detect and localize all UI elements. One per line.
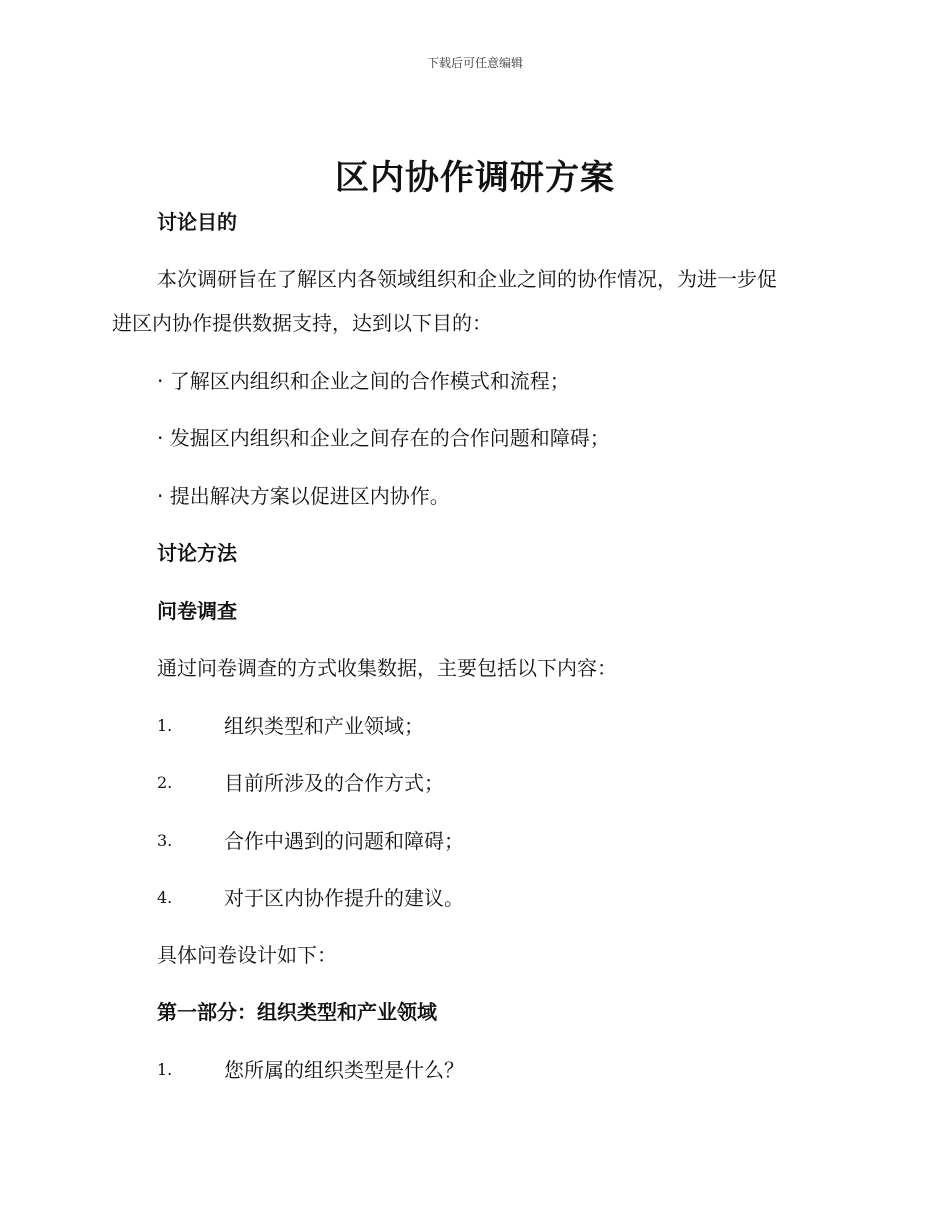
- intro-line-1: 本次调研旨在了解区内各领域组织和企业之间的协作情况，为进一步促: [157, 267, 777, 291]
- section-heading-purpose: 讨论目的: [157, 210, 237, 234]
- bullet-item: · 了解区内组织和企业之间的合作模式和流程；: [157, 369, 570, 393]
- section-heading-method: 讨论方法: [157, 541, 237, 565]
- list-number: 3.: [157, 831, 173, 850]
- header-note: 下载后可任意编辑: [426, 56, 523, 70]
- list-number: 1.: [157, 1060, 173, 1079]
- subheading-questionnaire: 问卷调查: [157, 599, 237, 623]
- list-item-text: 您所属的组织类型是什么？: [224, 1058, 464, 1082]
- method-intro: 通过问卷调查的方式收集数据，主要包括以下内容：: [157, 656, 617, 680]
- list-item-text: 组织类型和产业领域；: [224, 714, 424, 738]
- list-number: 4.: [157, 888, 173, 907]
- intro-paragraph: [112, 257, 842, 345]
- list-item-text: 对于区内协作提升的建议。: [224, 886, 464, 910]
- list-item-text: 目前所涉及的合作方式；: [224, 771, 444, 795]
- design-intro: 具体问卷设计如下：: [157, 943, 337, 967]
- bullet-item: · 发掘区内组织和企业之间存在的合作问题和障碍；: [157, 426, 610, 450]
- list-item-text: 合作中遇到的问题和障碍；: [224, 829, 464, 853]
- document-title: 区内协作调研方案: [335, 158, 615, 198]
- intro-line-2: 进区内协作提供数据支持，达到以下目的：: [112, 311, 492, 335]
- list-number: 2.: [157, 773, 173, 792]
- list-number: 1.: [157, 716, 173, 735]
- bullet-item: · 提出解决方案以促进区内协作。: [157, 484, 450, 508]
- part1-heading: 第一部分：组织类型和产业领域: [157, 1000, 437, 1024]
